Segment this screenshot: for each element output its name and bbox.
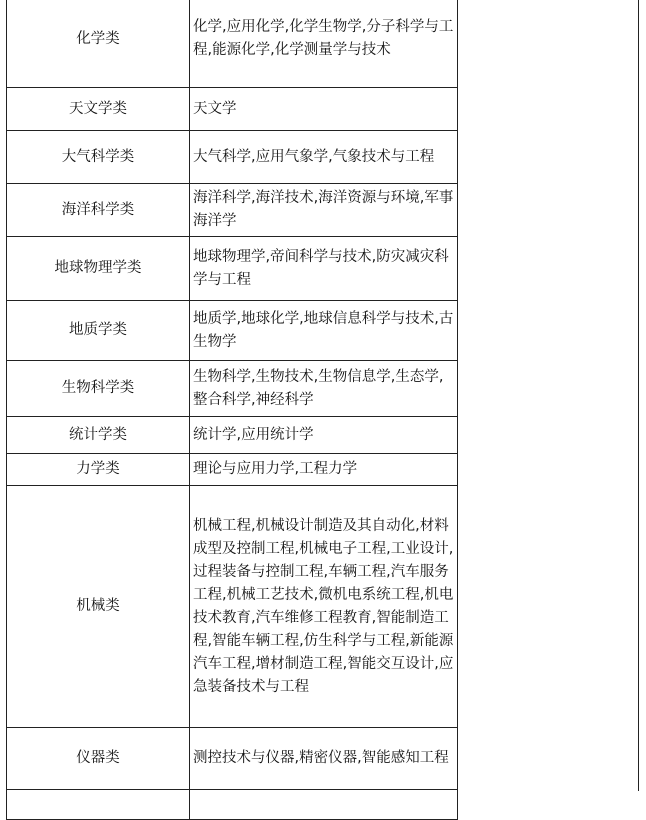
category-cell [7, 454, 190, 486]
table-row [7, 454, 458, 486]
majors-cell [190, 301, 458, 361]
category-cell [7, 301, 190, 361]
majors-cell [190, 486, 458, 728]
category-cell [7, 728, 190, 790]
majors-cell [190, 417, 458, 454]
subject-category-table [6, 0, 458, 820]
category-label: 生物科学类 [61, 380, 135, 396]
category-label: 地质学类 [69, 322, 127, 338]
category-cell [7, 486, 190, 728]
majors-text: 测控技术与仪器,精密仪器,智能感知工程 [193, 750, 449, 766]
majors-text: 地质学,地球化学,地球信息科学与技术,古生物学 [193, 310, 454, 350]
majors-cell [190, 790, 458, 820]
table-row [7, 237, 458, 301]
majors-cell [190, 454, 458, 486]
majors-cell [190, 361, 458, 417]
table-row [7, 486, 458, 728]
majors-cell [190, 237, 458, 301]
page-right-border [638, 0, 639, 791]
majors-text: 海洋科学,海洋技术,海洋资源与环境,军事海洋学 [193, 190, 454, 229]
table-row [7, 361, 458, 417]
category-label: 天文学类 [69, 100, 127, 117]
majors-text: 生物科学,生物技术,生物信息学,生态学,整合科学,神经科学 [193, 368, 444, 408]
category-label: 机械类 [76, 598, 120, 614]
category-cell [7, 237, 190, 301]
majors-text: 大气科学,应用气象学,气象技术与工程 [193, 148, 435, 165]
majors-cell [190, 728, 458, 790]
majors-text: 理论与应用力学,工程力学 [193, 461, 358, 477]
category-label: 大气科学类 [61, 148, 135, 165]
majors-text: 天文学 [193, 100, 237, 117]
category-cell [7, 131, 190, 184]
majors-text: 机械工程,机械设计制造及其自动化,材料成型及控制工程,机械电子工程,工业设计,过程装备与控制工程,车辆工程,汽车服务工程,机械工艺技术,微机电系统工程,机电技术教育,汽车维修工程教育,智能制造工程,智能车辆工程,仿生科学与工程,新能源汽车工程,增材制造工程,智能交互设计,应急装备技术与工程 [193, 517, 454, 695]
majors-text: 地球物理学,帝间科学与技术,防灾减灾科学与工程 [193, 248, 449, 288]
category-cell [7, 417, 190, 454]
majors-text: 化学,应用化学,化学生物学,分子科学与工程,能源化学,化学测量学与技术 [193, 19, 454, 58]
majors-cell [190, 131, 458, 184]
table-row [7, 88, 458, 131]
table-row [7, 301, 458, 361]
table-row [7, 417, 458, 454]
category-label: 仪器类 [76, 750, 120, 766]
majors-cell [190, 184, 458, 237]
category-label: 统计学类 [69, 426, 127, 443]
category-label: 力学类 [76, 461, 120, 477]
majors-cell [190, 88, 458, 131]
category-cell [7, 88, 190, 131]
table-row [7, 0, 458, 88]
table-row [7, 790, 458, 820]
table-row [7, 728, 458, 790]
table-row [7, 184, 458, 237]
category-cell [7, 361, 190, 417]
category-cell [7, 184, 190, 237]
category-label: 海洋科学类 [61, 201, 135, 218]
majors-cell [190, 0, 458, 88]
table-row [7, 131, 458, 184]
majors-text [193, 804, 456, 806]
category-cell [7, 790, 190, 820]
category-label: 化学类 [76, 30, 120, 47]
category-label: 地球物理学类 [54, 260, 142, 276]
majors-text: 统计学,应用统计学 [193, 426, 314, 443]
category-cell [7, 0, 190, 88]
